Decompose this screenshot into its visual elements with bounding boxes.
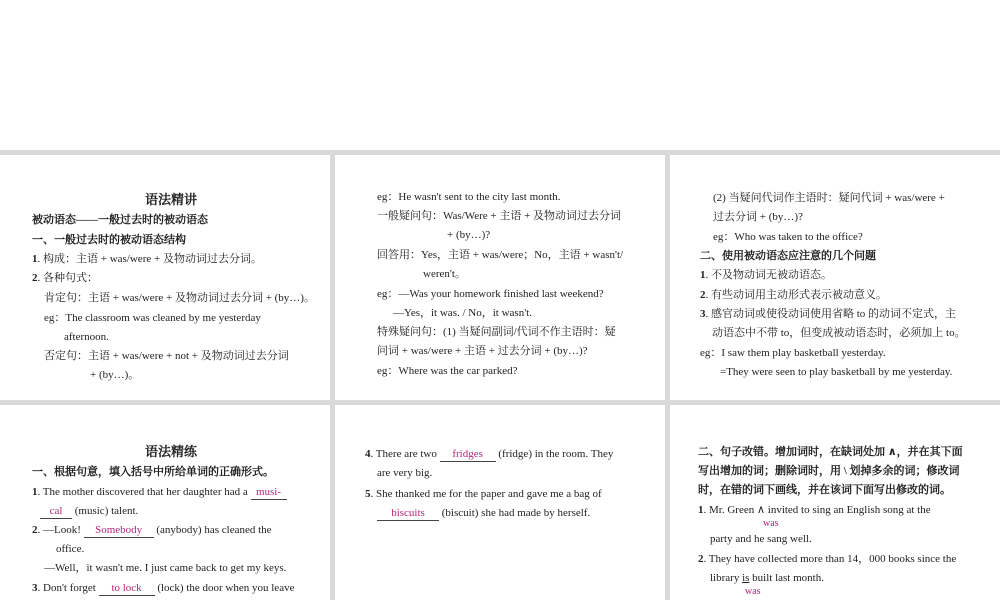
instruction-line: 写出增加的词；删除词时，用 \ 划掉多余的词；修改词 xyxy=(698,465,960,477)
text-line: eg：—Was your homework finished last weekend? xyxy=(377,288,604,300)
answer-blank: biscuits xyxy=(377,507,439,521)
question-line: 4. There are two fridges (fridge) in the room. They xyxy=(365,448,614,460)
text-line: (2) 当疑问代词作主语时：疑问代词 + was/were + xyxy=(713,192,945,204)
list-item: 1. 不及物动词无被动语态。 xyxy=(700,269,832,281)
panel-title: 语法精练 xyxy=(145,444,198,459)
question-line: cal (music) talent. xyxy=(40,504,138,519)
text-line: 过去分词 + (by…)? xyxy=(713,211,803,223)
subtitle: 被动语态——一般过去时的被动语态 xyxy=(32,214,208,226)
question-line: 5. She thanked me for the paper and gave me a bag of xyxy=(365,488,602,500)
question-line: 2. —Look! Somebody (anybody) has cleaned the xyxy=(32,524,272,536)
error-word: is xyxy=(742,572,750,584)
question-line: 3. Don't forget to lock (lock) the door when you leave xyxy=(32,582,295,594)
panel-sentence-correction xyxy=(670,405,1000,600)
correction-word: was xyxy=(745,586,761,597)
instruction-line: 时，在错的词下画线，并在该词下面写出修改的词。 xyxy=(698,484,951,496)
text-line: eg：The classroom was cleaned by me yesterday xyxy=(44,312,261,324)
panel-grammar-practice-2 xyxy=(335,405,665,600)
text-line: weren't。 xyxy=(423,268,466,280)
text-line: 动语态中不带 to，但变成被动语态时，必须加上 to。 xyxy=(712,327,966,339)
panel-grammar-explanation-2 xyxy=(335,155,665,400)
section-heading: 一、一般过去时的被动语态结构 xyxy=(32,234,186,246)
panel-grammar-explanation xyxy=(0,155,330,400)
text-line: office. xyxy=(56,543,85,555)
panel-title: 语法精讲 xyxy=(145,192,198,207)
section-heading: 二、使用被动语态应注意的几个问题 xyxy=(700,250,876,262)
text-line: are very big. xyxy=(377,467,433,479)
text-line: 一般疑问句：Was/Were + 主语 + 及物动词过去分词 xyxy=(377,210,622,222)
question-line: 1. Mr. Green ∧ invited to sing an English song at the xyxy=(698,504,931,516)
header-area xyxy=(0,0,1000,150)
text-line: 问词 + was/were + 主语 + 过去分词 + (by…)? xyxy=(377,345,588,357)
text-line: party and he sang well. xyxy=(710,533,812,545)
panel-grammar-practice xyxy=(0,405,330,600)
list-item: 2. 各种句式： xyxy=(32,272,98,284)
panel-grammar-explanation-3 xyxy=(670,155,1000,400)
text-line: + (by…)? xyxy=(447,229,491,241)
text-line: eg：He wasn't sent to the city last month. xyxy=(377,191,561,203)
question-line: library is built last month. xyxy=(710,572,824,584)
section-heading: 一、根据句意，填入括号中所给单词的正确形式。 xyxy=(32,466,274,478)
text-line: afternoon. xyxy=(64,331,109,343)
answer-blank: musi- xyxy=(251,486,287,500)
text-line: eg：Where was the car parked? xyxy=(377,365,518,377)
list-item: 1. 构成：主语 + was/were + 及物动词过去分词。 xyxy=(32,253,262,265)
text-line: 回答用：Yes，主语 + was/were；No，主语 + wasn't/ xyxy=(377,249,624,261)
answer-blank: Somebody xyxy=(84,524,154,538)
list-item: 3. 感官动词或使役动词使用省略 to 的动词不定式，主 xyxy=(700,308,957,320)
text-line: + (by…)。 xyxy=(90,369,140,381)
text-line: 肯定句：主语 + was/were + 及物动词过去分词 + (by…)。 xyxy=(44,292,315,304)
question-line: 1. The mother discovered that her daughter had a musi- xyxy=(32,485,287,500)
answer-blank: cal xyxy=(40,505,72,519)
text-line: eg：I saw them play basketball yesterday. xyxy=(700,347,886,359)
text-line: 否定句：主语 + was/were + not + 及物动词过去分词 xyxy=(44,350,289,362)
instruction-line: 二、句子改错。增加词时，在缺词处加 ∧，并在其下面 xyxy=(698,446,963,458)
correction-word: was xyxy=(763,518,779,529)
answer-blank: fridges xyxy=(440,448,496,462)
text-line: —Well，it wasn't me. I just came back to get my keys. xyxy=(44,562,287,574)
question-line: 2. They have collected more than 14，000 books since the xyxy=(698,553,957,565)
text-line: =They were seen to play basketball by me yesterday. xyxy=(720,366,953,378)
text-line: 特殊疑问句：(1) 当疑问副词/代词不作主语时：疑 xyxy=(377,326,616,338)
question-line: biscuits (biscuit) she had made by herself. xyxy=(377,506,590,521)
list-item: 2. 有些动词用主动形式表示被动意义。 xyxy=(700,289,887,301)
answer-blank: to lock xyxy=(99,582,155,596)
text-line: —Yes，it was. / No，it wasn't. xyxy=(393,307,532,319)
text-line: eg：Who was taken to the office? xyxy=(713,231,863,243)
